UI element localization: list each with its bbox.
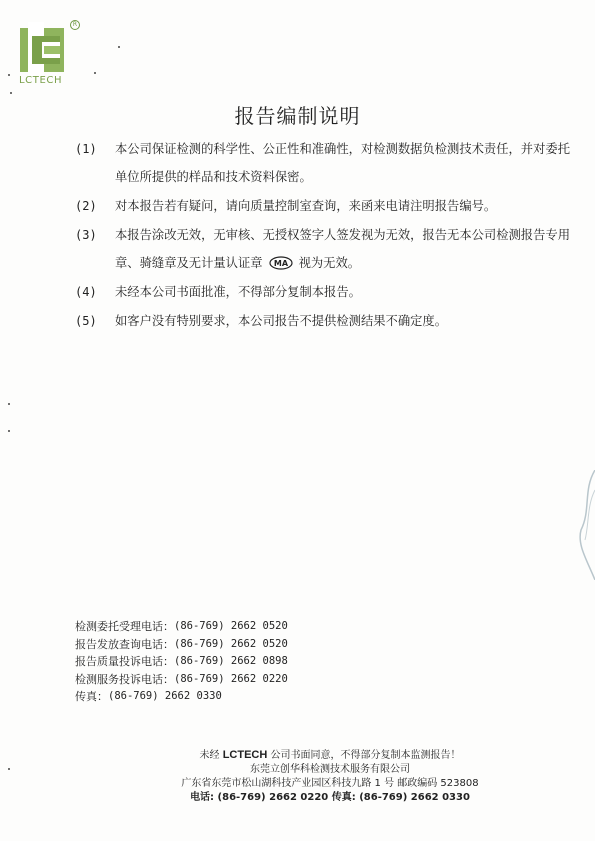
item-text: 本公司保证检测的科学性、公正性和准确性，对检测数据负检测技术责任，并对委托单位所提供的样品和技术资料保密。: [115, 142, 570, 184]
contact-label: 报告质量投诉电话：: [75, 655, 174, 668]
item-text: 如客户没有特别要求，本公司报告不提供检测结果不确定度。: [115, 314, 448, 328]
footer-brand: LCTECH: [222, 749, 268, 761]
ma-certification-stamp-icon: [269, 256, 293, 270]
item-number: (5): [75, 314, 97, 328]
footer-company-name: 东莞立创华科检测技术服务有限公司: [250, 764, 410, 775]
contact-label: 传真：: [75, 690, 108, 703]
contact-phone: (86-769) 2662 0898: [174, 655, 288, 667]
list-item: [75, 307, 580, 335]
page-title: 报告编制说明: [234, 104, 361, 128]
item-number: (2): [75, 199, 97, 213]
contact-row: [75, 688, 288, 706]
item-text: 对本报告若有疑问，请向质量控制室查询，来函来电请注明报告编号。: [115, 199, 497, 213]
contact-list: [75, 618, 288, 706]
contact-label: 报告发放查询电话：: [75, 637, 174, 651]
registered-mark-icon: R: [70, 20, 80, 30]
contact-row: [75, 671, 288, 689]
scan-speck: [10, 92, 12, 94]
footer-notice-suffix: 公司书面同意，不得部分复制本监测报告！: [270, 750, 461, 761]
item-number: (3): [75, 228, 97, 242]
page-footer: [150, 748, 510, 805]
item-text: [115, 221, 580, 277]
scan-speck: [8, 74, 10, 76]
seam-stamp-edge-icon: [577, 470, 595, 580]
scan-speck: [118, 46, 120, 48]
item-text-after: 视为无效。: [298, 256, 361, 270]
scan-speck: [8, 403, 10, 405]
contact-label: 检测服务投诉电话：: [75, 672, 174, 686]
scan-speck: [8, 768, 10, 770]
scan-speck: [94, 72, 96, 74]
list-item: [75, 278, 580, 306]
contact-phone: (86-769) 2662 0520: [174, 637, 288, 650]
footer-phone-fax: 电话: (86-769) 2662 0220 传真: (86-769) 2662 0330: [190, 792, 470, 803]
footer-address: 广东省东莞市松山湖科技产业园区科技九路 1 号 邮政编码 523808: [181, 778, 479, 789]
notes-list: [75, 135, 580, 335]
contact-phone: (86-769) 2662 0520: [174, 620, 288, 632]
contact-row: [75, 653, 288, 671]
scan-speck: [8, 430, 10, 432]
contact-row: [75, 618, 288, 636]
list-item: [75, 192, 580, 220]
list-item: [75, 135, 580, 191]
footer-notice-prefix: 未经: [199, 750, 220, 761]
logo-text: LCTECH: [19, 75, 63, 86]
contact-label: 检测委托受理电话：: [75, 620, 174, 633]
item-text-before: 本报告涂改无效，无审核、无授权签字人签发视为无效，报告无本公司检测报告专用章、骑缝章及无计量认证章: [115, 228, 570, 270]
item-number: (4): [75, 285, 97, 299]
list-item: [75, 221, 580, 277]
contact-fax: (86-769) 2662 0330: [108, 690, 222, 702]
item-number: (1): [75, 142, 97, 156]
contact-row: [75, 636, 288, 654]
item-text: 未经本公司书面批准，不得部分复制本报告。: [115, 285, 361, 299]
stamp-label: MA: [273, 258, 288, 268]
footer-notice: [150, 748, 510, 763]
contact-phone: (86-769) 2662 0220: [174, 672, 288, 685]
